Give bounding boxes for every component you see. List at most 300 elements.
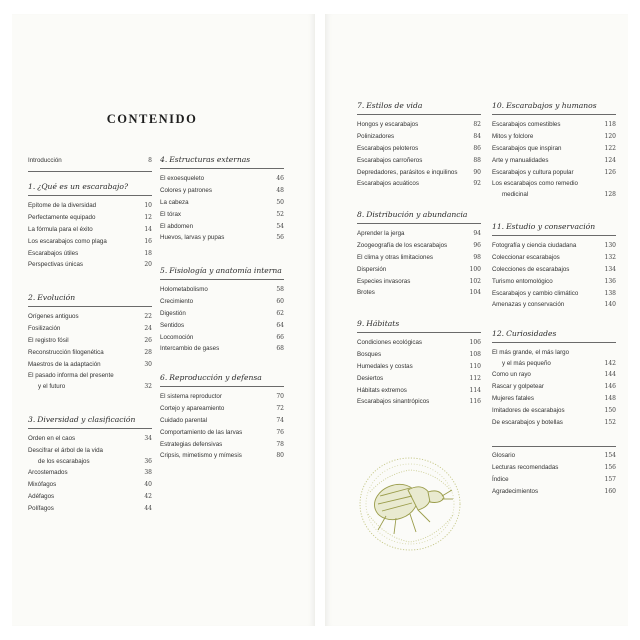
toc-entry-page: 94 — [473, 230, 481, 237]
toc-entry-page: 10 — [144, 202, 152, 209]
section-heading — [160, 155, 284, 169]
toc-entry-page: 154 — [604, 452, 616, 459]
toc-entry — [28, 323, 152, 335]
toc-entry — [28, 359, 152, 371]
toc-entry-label-line: Brotes — [357, 289, 375, 297]
toc-entry — [492, 143, 616, 155]
toc-entry-label — [28, 445, 144, 467]
toc-entry-page: 12 — [144, 213, 152, 221]
toc-entry-label — [160, 284, 276, 295]
toc-entry-label — [357, 228, 473, 239]
toc-entry-label — [160, 209, 276, 220]
toc-entry — [28, 236, 152, 248]
toc-entry-label-line: Estrategias defensivas — [160, 440, 223, 448]
toc-entry-label — [160, 320, 276, 331]
toc-entry-label — [28, 236, 144, 247]
toc-entry — [28, 467, 152, 479]
section-number: 6. — [160, 373, 168, 382]
toc-entry-page: 142 — [604, 360, 616, 367]
toc-entry — [357, 131, 481, 143]
toc-section — [492, 222, 616, 311]
section-number: 4. — [160, 155, 168, 164]
toc-entry — [492, 252, 616, 264]
toc-entry-label-line: Coleccionar escarabajos — [492, 253, 560, 261]
toc-section — [28, 415, 152, 514]
toc-entry-label-line: El clima y otras limitaciones — [357, 253, 433, 261]
toc-entry — [28, 370, 152, 392]
toc-entry-page: 72 — [276, 404, 284, 412]
toc-entry — [492, 450, 616, 462]
toc-entry-label-continuation: medicinal — [502, 191, 529, 199]
toc-entry-label — [28, 323, 144, 334]
toc-entry — [28, 155, 152, 167]
toc-entry — [28, 347, 152, 359]
toc-entry-label-line: Rascar y golpetear — [492, 382, 544, 390]
section-number: 8. — [357, 210, 365, 219]
toc-entry-label — [492, 119, 605, 130]
toc-entry-label-line: Escarabajos y cambio climático — [492, 289, 579, 297]
toc-entry-label — [357, 119, 473, 130]
toc-entry-page: 90 — [473, 168, 481, 176]
toc-entry — [357, 264, 481, 276]
toc-entry-page: 114 — [469, 386, 481, 394]
toc-entry — [28, 433, 152, 445]
section-heading — [357, 210, 481, 224]
toc-entry-page: 122 — [604, 144, 616, 152]
book-gutter — [315, 14, 325, 626]
section-title: Estilos de vida — [366, 101, 423, 110]
section-number: 11. — [492, 222, 505, 231]
toc-entry — [28, 491, 152, 503]
section-title: Diversidad y clasificación — [37, 415, 136, 424]
toc-entry-label — [357, 337, 470, 348]
toc-entry-label — [357, 385, 470, 396]
toc-entry — [357, 385, 481, 397]
toc-entry-label-line: Escarabajos y cultura popular — [492, 168, 574, 176]
section-title: Evolución — [37, 293, 76, 302]
toc-entry-page: 18 — [144, 249, 152, 257]
toc-entry-page: 98 — [473, 253, 481, 261]
toc-entry-page: 106 — [469, 339, 481, 346]
toc-entry-page: 140 — [604, 301, 616, 309]
section-heading — [160, 373, 284, 387]
toc-entry-label-line: Fosilización — [28, 324, 61, 332]
section-title: Estudio y conservación — [506, 222, 596, 231]
toc-entry — [357, 167, 481, 179]
toc-entry-page: 76 — [276, 428, 284, 436]
toc-entry-label-line: Perfectamente equipado — [28, 213, 96, 221]
toc-section — [357, 101, 481, 190]
section-number: 12. — [492, 329, 505, 338]
toc-entry — [160, 450, 284, 462]
section-title: Distribución y abundancia — [366, 210, 468, 219]
toc-entry — [357, 361, 481, 373]
toc-entry-label-line: Colores y patrones — [160, 186, 212, 194]
toc-entry-page: 126 — [604, 168, 616, 176]
toc-entry — [492, 276, 616, 288]
toc-entry-label — [160, 296, 276, 307]
toc-entry-page: 110 — [469, 362, 481, 370]
toc-entry-page: 118 — [604, 121, 616, 128]
toc-entry — [492, 299, 616, 311]
toc-entry-label-line: Maestros de la adaptación — [28, 360, 101, 368]
toc-entry — [28, 445, 152, 467]
toc-entry — [357, 373, 481, 385]
toc-entry — [492, 240, 616, 252]
toc-entry — [160, 185, 284, 197]
toc-entry-page: 152 — [604, 418, 616, 426]
toc-entry — [28, 248, 152, 260]
toc-entry — [492, 167, 616, 179]
toc-entry-label — [160, 185, 276, 196]
toc-entry-label-line: Desiertos — [357, 374, 384, 382]
intro-entry — [28, 155, 152, 172]
section-title: Fisiología y anatomía interna — [169, 266, 282, 275]
toc-entry-label-line: Glosario — [492, 452, 516, 459]
toc-entry-label — [357, 131, 473, 142]
section-number: 3. — [28, 415, 36, 424]
toc-entry-label-line: Humedales y costas — [357, 362, 413, 370]
toc-entry-label — [357, 276, 470, 287]
toc-entry-page: 24 — [144, 324, 152, 332]
beetle-illustration-icon — [356, 452, 464, 552]
toc-entry-label-line: El tórax — [160, 210, 181, 218]
toc-entry-page: 82 — [473, 121, 481, 128]
toc-entry-label — [492, 299, 605, 310]
toc-entry-label — [28, 259, 144, 270]
toc-entry-page: 26 — [144, 336, 152, 344]
toc-entry — [492, 417, 616, 429]
toc-entry-label-line: El abdomen — [160, 222, 194, 230]
section-heading — [28, 182, 152, 196]
section-title: ¿Qué es un escarabajo? — [37, 182, 129, 191]
toc-entry — [492, 131, 616, 143]
toc-entry-label — [357, 178, 473, 189]
toc-entry-label-line: Reconstrucción filogenética — [28, 348, 104, 356]
section-title: Hábitats — [366, 319, 400, 328]
toc-entry-label-line: Cripsis, mimetismo y mímesis — [160, 452, 242, 460]
toc-entry-label — [357, 264, 470, 275]
toc-entry — [492, 264, 616, 276]
toc-entry-page: 146 — [604, 382, 616, 390]
toc-entry-page: 80 — [276, 452, 284, 460]
toc-entry-page: 116 — [469, 398, 481, 406]
toc-entry-page: 144 — [604, 371, 616, 378]
toc-entry-label — [357, 155, 473, 166]
toc-entry — [160, 343, 284, 355]
toc-entry-label — [160, 221, 276, 232]
toc-entry-label — [492, 393, 605, 404]
toc-entry-label — [492, 369, 605, 380]
toc-entry-label — [28, 479, 144, 490]
toc-entry — [160, 308, 284, 320]
toc-entry-label — [160, 403, 276, 414]
toc-entry-label-line: Arcostemados — [28, 468, 68, 476]
toc-entry-page: 136 — [604, 277, 616, 285]
toc-entry — [160, 296, 284, 308]
toc-entry-page: 128 — [604, 191, 616, 199]
toc-entry-page: 108 — [469, 350, 481, 358]
toc-entry-label — [357, 287, 470, 298]
toc-entry — [492, 369, 616, 381]
contents-title: CONTENIDO — [106, 112, 198, 126]
toc-entry-page: 68 — [276, 345, 284, 353]
toc-entry-label-line: El exoesqueleto — [160, 175, 205, 182]
toc-entry — [492, 178, 616, 200]
toc-entry-label-line: Hongos y escarabajos — [357, 121, 419, 128]
toc-entry-page: 16 — [144, 237, 152, 245]
toc-section — [357, 319, 481, 408]
toc-entry — [357, 349, 481, 361]
section-heading — [492, 222, 616, 236]
toc-entry — [160, 403, 284, 415]
toc-entry-label-line: Mujeres fatales — [492, 394, 534, 402]
toc-entry-label-line: Amenazas y conservación — [492, 301, 565, 309]
toc-entry-page: 134 — [604, 265, 616, 273]
toc-entry-page: 22 — [144, 313, 152, 320]
toc-entry-label — [357, 349, 470, 360]
toc-entry-label — [357, 373, 470, 384]
toc-entry-label-line: Locomoción — [160, 333, 194, 341]
toc-entry — [28, 479, 152, 491]
toc-entry-page: 104 — [469, 289, 481, 297]
toc-entry-page: 30 — [144, 360, 152, 368]
toc-entry-label-line: Aprender la jerga — [357, 230, 405, 237]
toc-entry-label-line: La cabeza — [160, 198, 189, 206]
toc-entry — [28, 259, 152, 271]
toc-entry — [357, 252, 481, 264]
toc-entry-label — [357, 143, 473, 154]
toc-entry-label-line: Colecciones de escarabajos — [492, 265, 570, 273]
toc-entry — [357, 337, 481, 349]
toc-section — [160, 266, 284, 355]
toc-entry-label-line: Dispersión — [357, 265, 387, 273]
toc-entry-page: 102 — [469, 277, 481, 285]
toc-entry-label-line: Agradecimientos — [492, 487, 539, 495]
toc-entry — [160, 209, 284, 221]
toc-entry-label — [160, 391, 276, 402]
toc-entry-label — [492, 405, 605, 416]
toc-entry-label-line: Condiciones ecológicas — [357, 339, 423, 346]
toc-entry-label-line: Descifrar el árbol de la vida — [28, 446, 103, 454]
toc-entry-label — [28, 491, 144, 502]
toc-entry-label — [28, 224, 144, 235]
toc-entry-label-line: El registro fósil — [28, 336, 69, 344]
toc-entry — [357, 178, 481, 190]
toc-entry-label — [28, 467, 144, 478]
toc-entry — [160, 332, 284, 344]
toc-entry — [492, 119, 616, 131]
toc-entry-label — [492, 462, 605, 473]
toc-entry — [492, 486, 616, 498]
toc-entry-page: 100 — [469, 265, 481, 273]
toc-entry-page: 42 — [144, 492, 152, 500]
toc-entry-label-line: Sentidos — [160, 321, 185, 329]
toc-entry — [28, 335, 152, 347]
toc-entry-label-line: Huevos, larvas y pupas — [160, 234, 225, 242]
toc-entry — [492, 405, 616, 417]
toc-entry-label-line: Arte y manualidades — [492, 156, 549, 164]
toc-entry — [160, 439, 284, 451]
toc-entry — [160, 427, 284, 439]
toc-entry-label-line: Los escarabajos como remedio — [492, 180, 578, 188]
toc-entry-page: 124 — [604, 156, 616, 164]
toc-entry-label-line: Escarabajos acuáticos — [357, 180, 419, 188]
toc-entry — [357, 119, 481, 131]
toc-entry-label — [28, 212, 144, 223]
toc-entry-label-line: De escarabajos y botellas — [492, 418, 563, 426]
toc-entry-label-line: Depredadores, parásitos e inquilinos — [357, 168, 458, 176]
toc-entry — [357, 240, 481, 252]
toc-entry-page: 148 — [604, 394, 616, 402]
toc-entry-page: 88 — [473, 156, 481, 164]
toc-section — [160, 155, 284, 244]
toc-entry-label-line: Índice — [492, 475, 509, 483]
toc-entry-label — [357, 252, 473, 263]
toc-entry — [160, 173, 284, 185]
section-heading — [28, 415, 152, 429]
toc-entry-label — [160, 427, 276, 438]
section-number: 7. — [357, 101, 365, 110]
toc-entry-page: 62 — [276, 309, 284, 317]
toc-entry-page: 120 — [604, 132, 616, 140]
toc-entry-label — [357, 167, 473, 178]
toc-entry-label-line: Orden en el caos — [28, 435, 76, 442]
toc-entry — [492, 462, 616, 474]
toc-entry-label — [357, 361, 470, 372]
toc-entry-page: 48 — [276, 186, 284, 194]
section-title: Reproducción y defensa — [169, 373, 262, 382]
toc-entry-label-line: Imitadores de escarabajos — [492, 406, 565, 414]
toc-entry-page: 38 — [144, 468, 152, 476]
toc-entry-page: 157 — [604, 475, 616, 483]
toc-entry-label-line: Epítome de la diversidad — [28, 202, 97, 209]
toc-entry — [357, 155, 481, 167]
toc-entry-label — [28, 370, 144, 392]
toc-entry-label-line: Escarabajos útiles — [28, 249, 79, 257]
toc-entry-label — [160, 197, 276, 208]
toc-entry — [492, 393, 616, 405]
toc-entry-label-line: Mixófagos — [28, 480, 57, 488]
toc-entry-page: 92 — [473, 180, 481, 188]
toc-entry-label-line: Escarabajos que inspiran — [492, 144, 562, 152]
toc-entry — [160, 197, 284, 209]
toc-entry-label-line: El más grande, el más largo — [492, 349, 570, 356]
toc-entry-label — [160, 450, 276, 461]
toc-entry-label-line: Lecturas recomendadas — [492, 463, 559, 471]
toc-entry-label-line: Escarabajos carroñeros — [357, 156, 423, 164]
toc-entry — [357, 276, 481, 288]
section-number: 2. — [28, 293, 36, 302]
toc-entry-label — [492, 240, 605, 251]
toc-entry-label — [492, 474, 605, 485]
toc-entry-label — [160, 415, 276, 426]
toc-entry-label — [492, 155, 605, 166]
toc-section — [492, 101, 616, 200]
toc-entry-page: 14 — [144, 225, 152, 233]
toc-entry — [492, 288, 616, 300]
toc-section — [357, 210, 481, 299]
toc-entry-page: 8 — [148, 157, 152, 164]
toc-entry-label-line: Bosques — [357, 350, 382, 358]
toc-entry-label — [492, 131, 605, 142]
toc-entry-page: 60 — [276, 297, 284, 305]
toc-entry-label-line: Cuidado parental — [160, 416, 208, 424]
section-heading — [357, 101, 481, 115]
toc-entry-page: 58 — [276, 286, 284, 293]
toc-entry-label — [28, 359, 144, 370]
toc-entry-label: Introducción — [28, 157, 62, 164]
toc-entry-label — [28, 433, 144, 444]
toc-entry-page: 86 — [473, 144, 481, 152]
toc-entry-label-line: Polífagos — [28, 504, 54, 512]
toc-entry-label — [357, 240, 473, 251]
toc-entry — [357, 396, 481, 408]
section-number: 10. — [492, 101, 505, 110]
toc-entry-page: 64 — [276, 321, 284, 329]
section-heading — [492, 101, 616, 115]
toc-entry-label — [28, 311, 144, 322]
toc-entry-label-line: El sistema reproductor — [160, 393, 222, 400]
toc-entry-page: 46 — [276, 175, 284, 182]
toc-entry-label — [28, 335, 144, 346]
toc-entry-page: 70 — [276, 393, 284, 400]
toc-section — [28, 182, 152, 271]
section-heading — [28, 293, 152, 307]
toc-entry — [160, 221, 284, 233]
toc-entry-page: 160 — [604, 487, 616, 495]
toc-entry — [28, 212, 152, 224]
toc-entry-label — [160, 173, 276, 184]
toc-entry-page: 156 — [604, 463, 616, 471]
toc-entry-label-line: Hábitats extremos — [357, 386, 407, 394]
toc-section — [492, 329, 616, 428]
toc-entry-label — [357, 396, 470, 407]
toc-entry-label — [492, 143, 605, 154]
toc-entry-label — [492, 167, 605, 178]
toc-entry-label-continuation: de los escarabajos — [38, 457, 90, 465]
toc-entry-label-line: Crecimiento — [160, 297, 194, 305]
toc-entry-label — [492, 276, 605, 287]
toc-entry-page: 96 — [473, 241, 481, 249]
toc-entry-label-line: El pasado informa del presente — [28, 372, 114, 380]
toc-entry-label — [160, 332, 276, 343]
toc-entry-page: 40 — [144, 480, 152, 488]
toc-entry-label-line: Orígenes antiguos — [28, 313, 79, 320]
toc-entry-label — [160, 308, 276, 319]
toc-entry-label-line: Fotografía y ciencia ciudadana — [492, 242, 577, 249]
toc-entry — [357, 287, 481, 299]
toc-entry-label-line: Turismo entomológico — [492, 277, 553, 285]
toc-entry-label — [492, 417, 605, 428]
toc-entry-page: 44 — [144, 504, 152, 512]
toc-entry — [28, 311, 152, 323]
toc-entry-page: 28 — [144, 348, 152, 356]
toc-entry-label-line: Adéfagos — [28, 492, 55, 500]
toc-entry-label-line: La fórmula para el éxito — [28, 225, 93, 233]
toc-entry-page: 66 — [276, 333, 284, 341]
toc-entry — [160, 320, 284, 332]
toc-entry — [492, 381, 616, 393]
toc-entry — [160, 284, 284, 296]
section-title: Estructuras externas — [169, 155, 251, 164]
toc-entry — [28, 503, 152, 515]
toc-section — [160, 373, 284, 462]
toc-entry-page: 32 — [144, 383, 152, 391]
toc-entry — [357, 143, 481, 155]
section-heading — [492, 329, 616, 343]
toc-entry — [28, 200, 152, 212]
